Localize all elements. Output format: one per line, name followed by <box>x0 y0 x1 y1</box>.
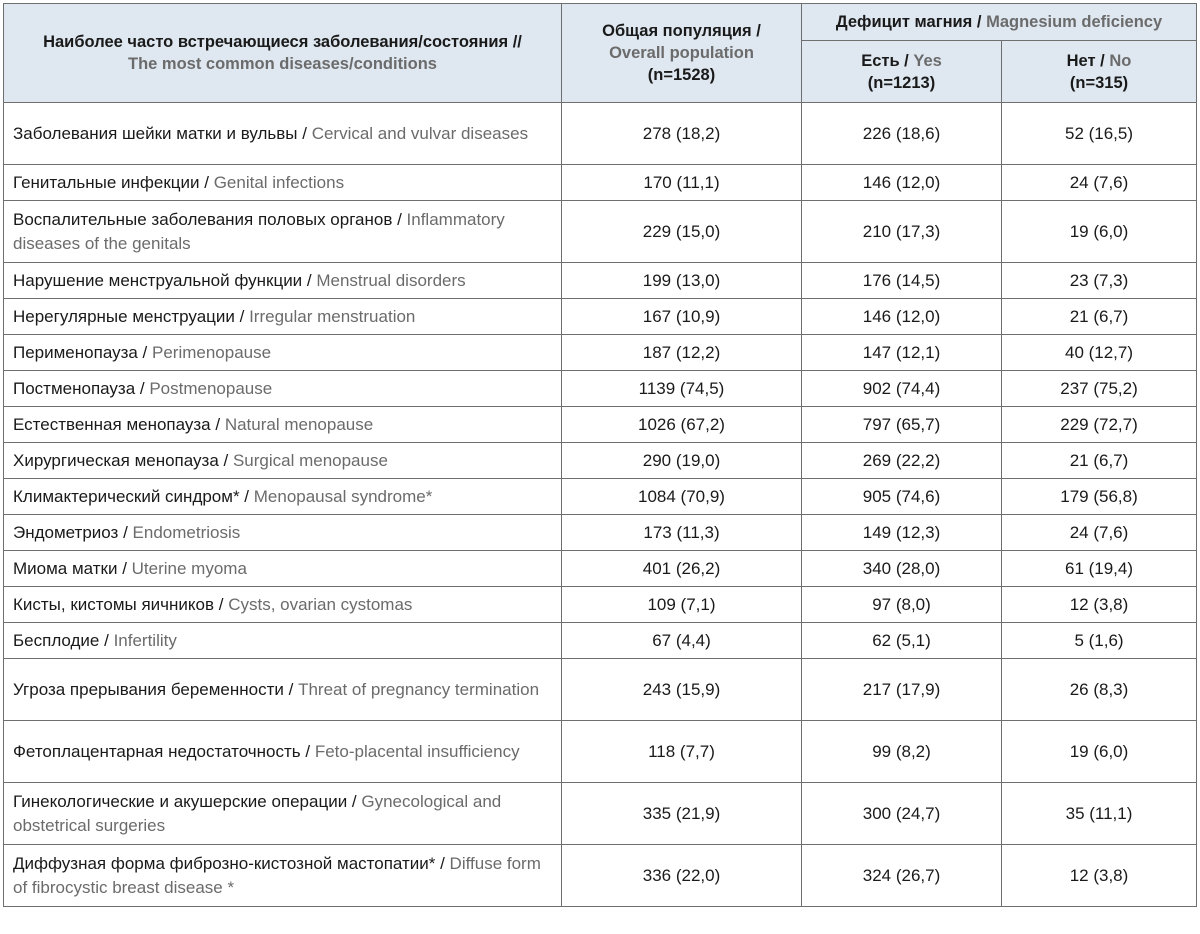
overall-cell: 243 (15,9) <box>562 659 802 721</box>
no-cell: 19 (6,0) <box>1002 201 1197 263</box>
yes-cell: 149 (12,3) <box>802 515 1002 551</box>
header-no-en: No <box>1109 51 1132 70</box>
disease-cell <box>4 407 562 443</box>
disease-name-ru: Миома матки / <box>13 558 132 578</box>
yes-cell: 226 (18,6) <box>802 103 1002 165</box>
disease-name-ru: Климактерический синдром* / <box>13 486 254 506</box>
table-row <box>4 845 1197 907</box>
disease-cell <box>4 263 562 299</box>
no-cell: 23 (7,3) <box>1002 263 1197 299</box>
disease-name-en: Uterine myoma <box>131 558 247 578</box>
disease-cell <box>4 587 562 623</box>
disease-name-ru: Перименопауза / <box>13 342 152 362</box>
disease-cell <box>4 551 562 587</box>
overall-cell: 118 (7,7) <box>562 721 802 783</box>
overall-cell: 170 (11,1) <box>562 165 802 201</box>
no-cell: 229 (72,7) <box>1002 407 1197 443</box>
disease-name-ru: Диффузная форма фиброзно-кистозной мастопатии* / <box>13 853 450 873</box>
disease-name-en: Postmenopause <box>149 378 273 398</box>
overall-cell: 229 (15,0) <box>562 201 802 263</box>
table-row <box>4 165 1197 201</box>
disease-name-ru: Генитальные инфекции / <box>13 172 214 192</box>
disease-name-ru: Хирургическая менопауза / <box>13 450 233 470</box>
overall-cell: 1139 (74,5) <box>562 371 802 407</box>
no-cell: 61 (19,4) <box>1002 551 1197 587</box>
header-disease-en: The most common diseases/conditions <box>128 55 437 73</box>
disease-name-ru: Кисты, кистомы яичников / <box>13 594 229 614</box>
disease-name-en: Natural menopause <box>224 414 374 434</box>
header-disease-ru: Наиболее часто встречающиеся заболевания/состояния // <box>43 33 522 51</box>
disease-name-en: Inflammatory diseases of the genitals <box>13 209 505 253</box>
disease-cell <box>4 659 562 721</box>
overall-cell: 67 (4,4) <box>562 623 802 659</box>
table-row <box>4 263 1197 299</box>
overall-cell: 1026 (67,2) <box>562 407 802 443</box>
yes-cell: 99 (8,2) <box>802 721 1002 783</box>
no-cell: 52 (16,5) <box>1002 103 1197 165</box>
disease-cell <box>4 201 562 263</box>
disease-cell <box>4 371 562 407</box>
yes-cell: 62 (5,1) <box>802 623 1002 659</box>
disease-cell <box>4 783 562 845</box>
header-no <box>1002 41 1197 103</box>
disease-name-ru: Заболевания шейки матки и вульвы / <box>13 123 312 143</box>
disease-name-ru: Эндометриоз / <box>13 522 133 542</box>
disease-cell <box>4 845 562 907</box>
no-cell: 35 (11,1) <box>1002 783 1197 845</box>
table-row <box>4 479 1197 515</box>
header-yes-n: (n=1213) <box>867 73 936 92</box>
overall-cell: 167 (10,9) <box>562 299 802 335</box>
no-cell: 24 (7,6) <box>1002 165 1197 201</box>
disease-cell <box>4 623 562 659</box>
table-row <box>4 721 1197 783</box>
header-overall-en: Overall population <box>609 44 754 62</box>
yes-cell: 147 (12,1) <box>802 335 1002 371</box>
disease-name-en: Cervical and vulvar diseases <box>311 123 529 143</box>
yes-cell: 905 (74,6) <box>802 479 1002 515</box>
no-cell: 40 (12,7) <box>1002 335 1197 371</box>
header-overall-n: (n=1528) <box>647 66 716 84</box>
table-row <box>4 783 1197 845</box>
yes-cell: 146 (12,0) <box>802 165 1002 201</box>
yes-cell: 324 (26,7) <box>802 845 1002 907</box>
header-disease <box>4 4 562 103</box>
table-row <box>4 515 1197 551</box>
no-cell: 12 (3,8) <box>1002 845 1197 907</box>
disease-name-ru: Гинекологические и акушерские операции / <box>13 791 362 811</box>
disease-cell <box>4 479 562 515</box>
no-cell: 5 (1,6) <box>1002 623 1197 659</box>
disease-name-ru: Воспалительные заболевания половых органов / <box>13 209 407 229</box>
disease-name-en: Surgical menopause <box>232 450 388 470</box>
disease-name-ru: Фетоплацентарная недостаточность / <box>13 741 315 761</box>
overall-cell: 335 (21,9) <box>562 783 802 845</box>
disease-cell <box>4 335 562 371</box>
disease-cell <box>4 443 562 479</box>
disease-name-en: Menstrual disorders <box>316 270 466 290</box>
table-row <box>4 299 1197 335</box>
header-no-ru: Нет / <box>1066 51 1105 70</box>
table-row <box>4 551 1197 587</box>
no-cell: 24 (7,6) <box>1002 515 1197 551</box>
overall-cell: 1084 (70,9) <box>562 479 802 515</box>
disease-name-en: Menopausal syndrome* <box>253 486 433 506</box>
yes-cell: 269 (22,2) <box>802 443 1002 479</box>
yes-cell: 797 (65,7) <box>802 407 1002 443</box>
overall-cell: 336 (22,0) <box>562 845 802 907</box>
yes-cell: 217 (17,9) <box>802 659 1002 721</box>
disease-name-en: Threat of pregnancy termination <box>298 679 540 699</box>
overall-cell: 278 (18,2) <box>562 103 802 165</box>
disease-name-ru: Естественная менопауза / <box>13 414 225 434</box>
data-table <box>3 3 1197 907</box>
disease-name-en: Cysts, ovarian cystomas <box>228 594 413 614</box>
header-mg-en: Magnesium deficiency <box>986 13 1163 31</box>
table-row <box>4 201 1197 263</box>
yes-cell: 176 (14,5) <box>802 263 1002 299</box>
yes-cell: 300 (24,7) <box>802 783 1002 845</box>
header-yes-ru: Есть / <box>861 51 909 70</box>
disease-cell <box>4 721 562 783</box>
disease-cell <box>4 165 562 201</box>
yes-cell: 146 (12,0) <box>802 299 1002 335</box>
header-overall <box>562 4 802 103</box>
table-row <box>4 623 1197 659</box>
overall-cell: 290 (19,0) <box>562 443 802 479</box>
no-cell: 21 (6,7) <box>1002 299 1197 335</box>
table-row <box>4 659 1197 721</box>
disease-cell <box>4 515 562 551</box>
header-mg-deficiency <box>802 4 1197 41</box>
disease-cell <box>4 299 562 335</box>
no-cell: 237 (75,2) <box>1002 371 1197 407</box>
header-overall-ru: Общая популяция / <box>602 22 761 40</box>
disease-name-en: Gynecological and obstetrical surgeries <box>13 791 502 835</box>
disease-name-en: Infertility <box>113 630 177 650</box>
disease-name-ru: Постменопауза / <box>13 378 150 398</box>
table-row <box>4 407 1197 443</box>
header-mg-ru: Дефицит магния / <box>835 13 982 31</box>
no-cell: 179 (56,8) <box>1002 479 1197 515</box>
disease-name-en: Irregular menstruation <box>249 306 416 326</box>
table-row <box>4 371 1197 407</box>
disease-name-en: Perimenopause <box>152 342 272 362</box>
table-row <box>4 335 1197 371</box>
disease-name-ru: Бесплодие / <box>13 630 114 650</box>
yes-cell: 902 (74,4) <box>802 371 1002 407</box>
overall-cell: 199 (13,0) <box>562 263 802 299</box>
no-cell: 12 (3,8) <box>1002 587 1197 623</box>
overall-cell: 187 (12,2) <box>562 335 802 371</box>
no-cell: 21 (6,7) <box>1002 443 1197 479</box>
yes-cell: 97 (8,0) <box>802 587 1002 623</box>
overall-cell: 173 (11,3) <box>562 515 802 551</box>
disease-name-ru: Нарушение менструальной функции / <box>13 270 317 290</box>
no-cell: 26 (8,3) <box>1002 659 1197 721</box>
yes-cell: 340 (28,0) <box>802 551 1002 587</box>
table-row <box>4 587 1197 623</box>
disease-name-en: Feto-placental insufficiency <box>314 741 520 761</box>
yes-cell: 210 (17,3) <box>802 201 1002 263</box>
no-cell: 19 (6,0) <box>1002 721 1197 783</box>
overall-cell: 109 (7,1) <box>562 587 802 623</box>
header-yes-en: Yes <box>913 51 942 70</box>
overall-cell: 401 (26,2) <box>562 551 802 587</box>
header-no-n: (n=315) <box>1069 73 1129 92</box>
disease-cell <box>4 103 562 165</box>
table-row <box>4 443 1197 479</box>
disease-name-ru: Нерегулярные менструации / <box>13 306 250 326</box>
disease-name-en: Endometriosis <box>132 522 241 542</box>
header-yes <box>802 41 1002 103</box>
disease-name-ru: Угроза прерывания беременности / <box>13 679 299 699</box>
disease-name-en: Genital infections <box>213 172 345 192</box>
disease-name-en: Diffuse form of fibrocystic breast disease * <box>13 853 541 897</box>
table-row <box>4 103 1197 165</box>
